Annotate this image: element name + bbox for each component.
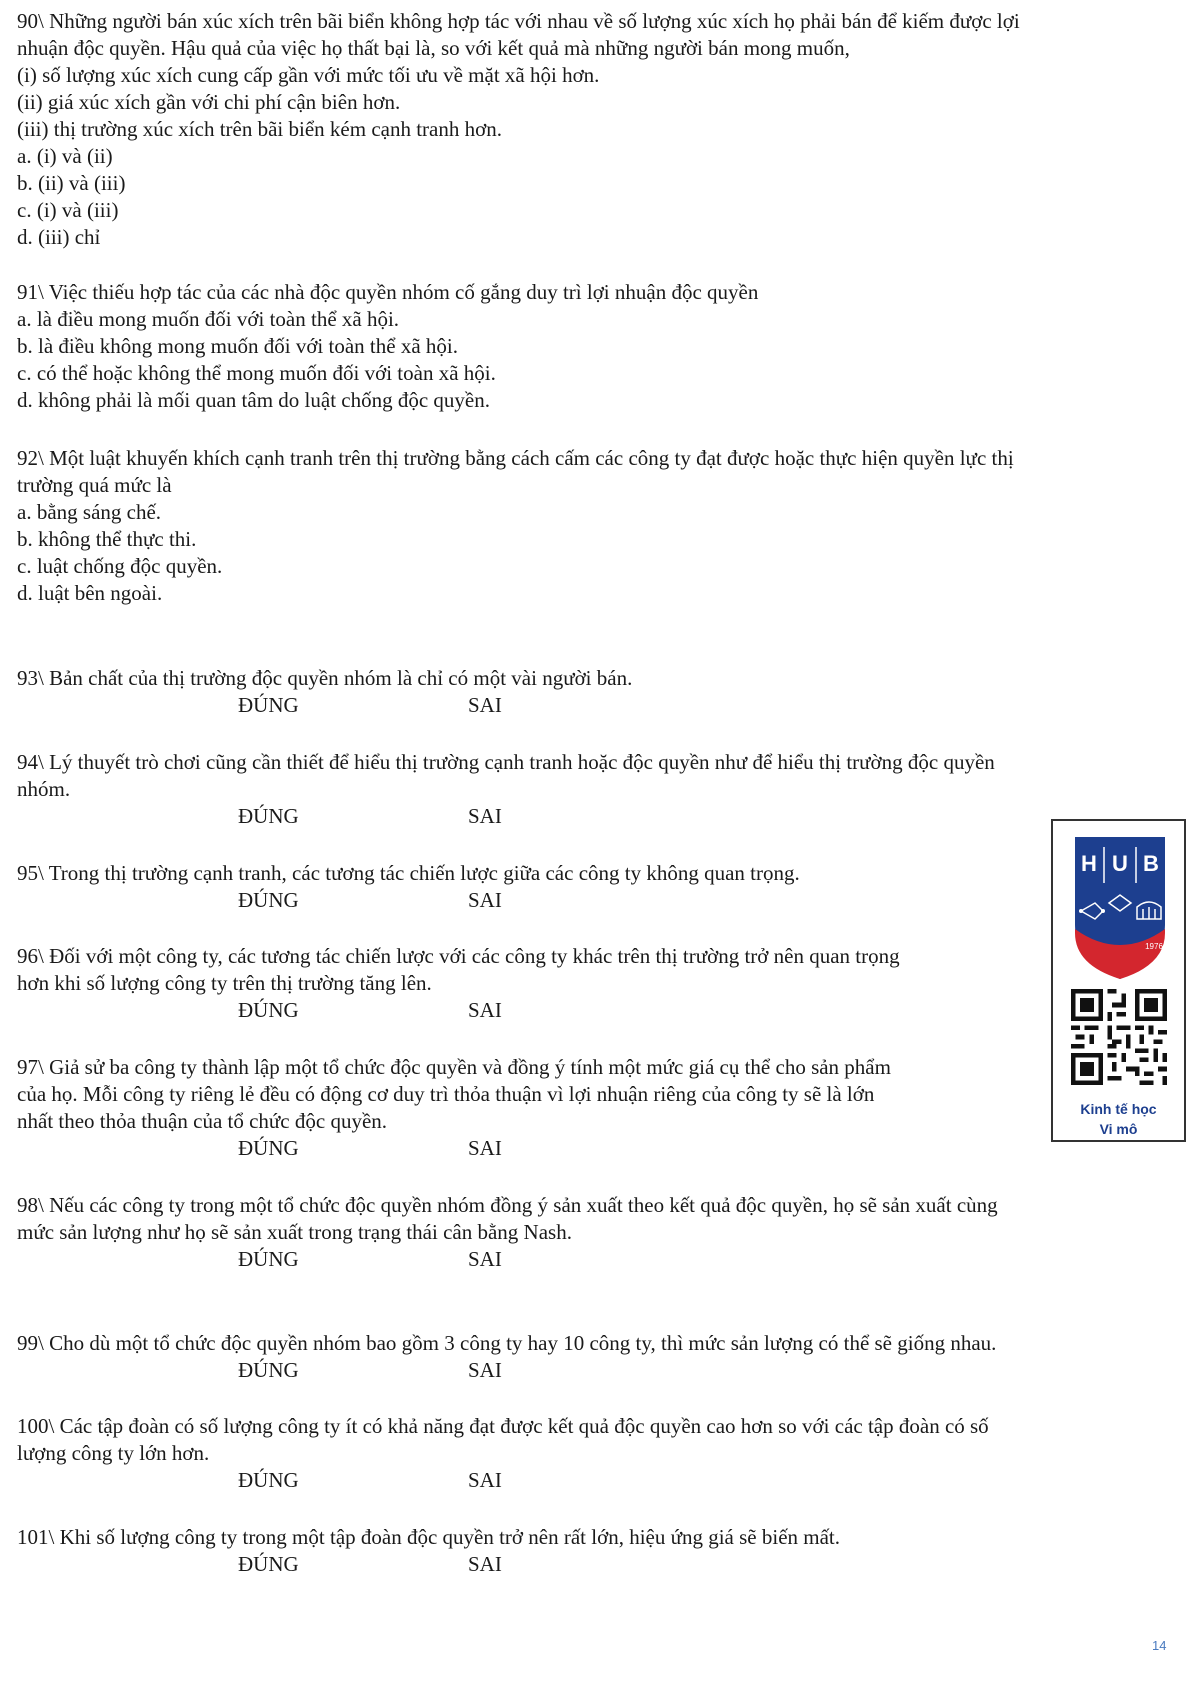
true-label: ĐÚNG	[238, 998, 299, 1022]
true-label: ĐÚNG	[238, 1468, 299, 1492]
question-text: 94\ Lý thuyết trò chơi cũng cần thiết để hiểu thị trường cạnh tranh hoặc độc quyền như để hiểu thị trường độc quyền	[17, 750, 995, 774]
answer-option: d. luật bên ngoài.	[17, 581, 163, 605]
hub-logo-box	[1051, 819, 1186, 1142]
hub-shield-logo	[1073, 833, 1167, 983]
question-text: nhuận độc quyền. Hậu quả của việc họ thất bại là, so với kết quả mà những người bán mong muốn,	[17, 36, 850, 60]
question-text: của họ. Mỗi công ty riêng lẻ đều có động cơ duy trì thỏa thuận vì lợi nhuận riêng của công ty sẽ là lớn	[17, 1082, 875, 1106]
answer-option: a. là điều mong muốn đối với toàn thể xã hội.	[17, 307, 400, 331]
question-text: trường quá mức là	[17, 473, 172, 497]
question-text: 101\ Khi số lượng công ty trong một tập đoàn độc quyền trở nên rất lớn, hiệu ứng giá sẽ biến mất.	[17, 1525, 841, 1549]
question-text: 96\ Đối với một công ty, các tương tác chiến lược với các công ty khác trên thị trường trở nên quan trọng	[17, 944, 900, 968]
question-text: lượng công ty lớn hơn.	[17, 1441, 210, 1465]
false-label: SAI	[468, 998, 502, 1022]
false-label: SAI	[468, 804, 502, 828]
answer-option: b. là điều không mong muốn đối với toàn thể xã hội.	[17, 334, 458, 358]
circuit-node-icon	[1079, 909, 1083, 913]
question-text: mức sản lượng như họ sẽ sản xuất trong trạng thái cân bằng Nash.	[17, 1220, 572, 1244]
question-text: 97\ Giả sử ba công ty thành lập một tổ chức độc quyền và đồng ý tính một mức giá cụ thể cho sản phẩm	[17, 1055, 891, 1079]
question-statement: (iii) thị trường xúc xích trên bãi biển kém cạnh tranh hơn.	[17, 117, 502, 141]
true-label: ĐÚNG	[238, 1136, 299, 1160]
page-number: 14	[1152, 1638, 1167, 1653]
question-text: 95\ Trong thị trường cạnh tranh, các tương tác chiến lược giữa các công ty không quan trọng.	[17, 861, 800, 885]
question-text: nhất theo thỏa thuận của tổ chức độc quyền.	[17, 1109, 388, 1133]
false-label: SAI	[468, 693, 502, 717]
false-label: SAI	[468, 1247, 502, 1271]
question-text: 98\ Nếu các công ty trong một tổ chức độc quyền nhóm đồng ý sản xuất theo kết quả độc quyền, họ sẽ sản xuất cùng	[17, 1193, 998, 1217]
answer-option: b. (ii) và (iii)	[17, 171, 126, 195]
question-text: 93\ Bản chất của thị trường độc quyền nhóm là chỉ có một vài người bán.	[17, 666, 633, 690]
logo-letter-b: B	[1143, 851, 1159, 876]
question-text: 90\ Những người bán xúc xích trên bãi biển không hợp tác với nhau về số lượng xúc xích họ phải bán để kiếm được lợi	[17, 9, 1020, 33]
question-text: 99\ Cho dù một tổ chức độc quyền nhóm bao gồm 3 công ty hay 10 công ty, thì mức sản lượng có thể sẽ giống nhau.	[17, 1331, 997, 1355]
logo-caption-subject: Kinh tế học	[1080, 1101, 1157, 1117]
answer-option: c. luật chống độc quyền.	[17, 554, 223, 578]
logo-year: 1976	[1145, 942, 1163, 951]
answer-option: a. (i) và (ii)	[17, 144, 113, 168]
true-label: ĐÚNG	[238, 693, 299, 717]
false-label: SAI	[468, 1358, 502, 1382]
true-label: ĐÚNG	[238, 1247, 299, 1271]
answer-option: c. có thể hoặc không thể mong muốn đối với toàn xã hội.	[17, 361, 496, 385]
question-text: nhóm.	[17, 777, 71, 801]
question-statement: (i) số lượng xúc xích cung cấp gần với mức tối ưu về mặt xã hội hơn.	[17, 63, 600, 87]
logo-caption-course: Vi mô	[1099, 1121, 1138, 1137]
circuit-node-icon	[1101, 909, 1105, 913]
true-label: ĐÚNG	[238, 1552, 299, 1576]
true-label: ĐÚNG	[238, 804, 299, 828]
false-label: SAI	[468, 888, 502, 912]
qr-code-icon	[1071, 989, 1167, 1085]
question-text: hơn khi số lượng công ty trên thị trường tăng lên.	[17, 971, 432, 995]
false-label: SAI	[468, 1468, 502, 1492]
answer-option: c. (i) và (iii)	[17, 198, 119, 222]
logo-letter-h: H	[1081, 851, 1097, 876]
answer-option: b. không thể thực thi.	[17, 527, 197, 551]
question-text: 92\ Một luật khuyến khích cạnh tranh trên thị trường bằng cách cấm các công ty đạt được hoặc thực hiện quyền lực thị	[17, 446, 1014, 470]
question-text: 91\ Việc thiếu hợp tác của các nhà độc quyền nhóm cố gắng duy trì lợi nhuận độc quyền	[17, 280, 759, 304]
true-label: ĐÚNG	[238, 1358, 299, 1382]
answer-option: d. không phải là mối quan tâm do luật chống độc quyền.	[17, 388, 490, 412]
question-statement: (ii) giá xúc xích gần với chi phí cận biên hơn.	[17, 90, 401, 114]
question-text: 100\ Các tập đoàn có số lượng công ty ít có khả năng đạt được kết quả độc quyền cao hơn so với các tập đoàn có số	[17, 1414, 989, 1438]
false-label: SAI	[468, 1552, 502, 1576]
answer-option: d. (iii) chỉ	[17, 225, 101, 249]
true-label: ĐÚNG	[238, 888, 299, 912]
logo-letter-u: U	[1112, 851, 1128, 876]
answer-option: a. bằng sáng chế.	[17, 500, 162, 524]
false-label: SAI	[468, 1136, 502, 1160]
